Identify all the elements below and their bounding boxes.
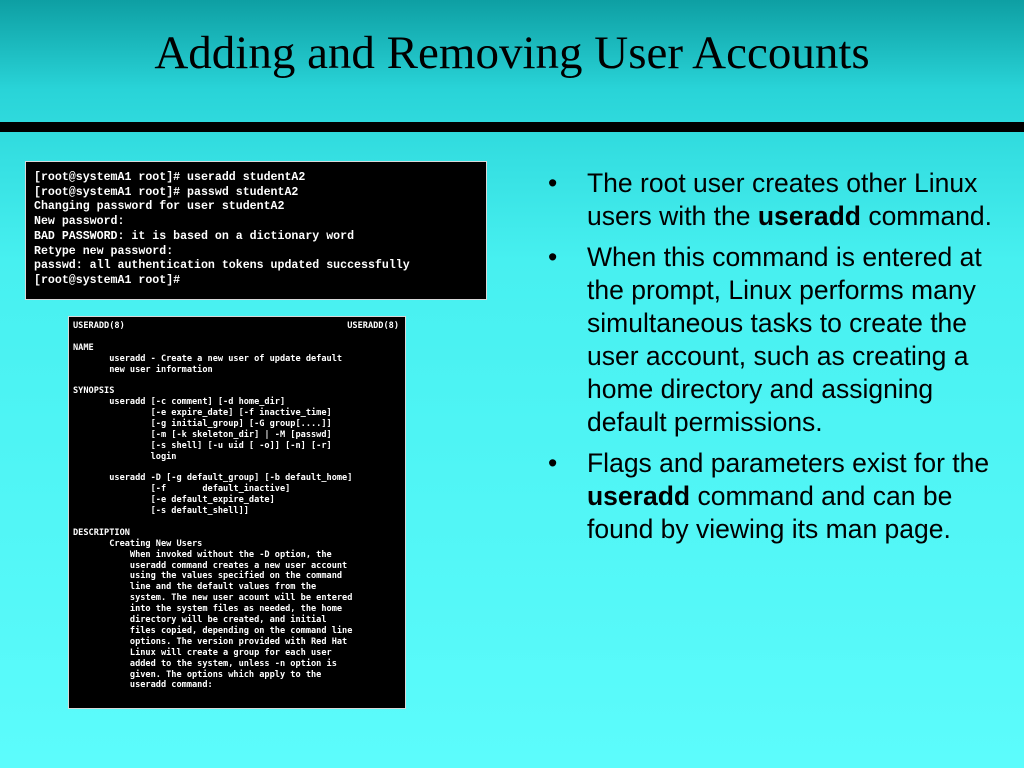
terminal-line: passwd: all authentication tokens updated successfully: [34, 259, 410, 273]
bullet-marker: •: [548, 242, 558, 272]
bullet-item: [548, 167, 998, 233]
man-page-line: [73, 332, 405, 343]
man-page-line: When invoked without the -D option, the: [73, 549, 332, 560]
bullet-text: command and can be found by viewing its man page.: [587, 481, 953, 544]
man-page-line: options. The version provided with Red Hat: [73, 636, 348, 647]
man-page-line: [-f default_inactive]: [73, 484, 291, 495]
man-header-right: USERADD(8): [347, 321, 399, 331]
man-page-line: login: [73, 451, 177, 462]
man-header-left: USERADD(8): [73, 321, 125, 331]
man-page-line: DESCRIPTION: [73, 527, 130, 538]
man-page-line: [-g initial_group] [-G group[....]]: [73, 419, 332, 430]
title-divider: [0, 122, 1024, 132]
man-page-header: [73, 321, 399, 332]
man-page-line: [-s shell] [-u uid [ -o]] [-n] [-r]: [73, 440, 332, 451]
man-page-line: directory will be created, and initial: [73, 615, 327, 626]
man-page-line: Linux will create a group for each user: [73, 647, 332, 658]
terminal-line: Retype new password:: [34, 244, 174, 258]
terminal-line: [root@systemA1 root]# passwd studentA2: [34, 185, 299, 199]
man-page-line: useradd [-c comment] [-d home_dir]: [73, 397, 286, 408]
man-page-line: useradd command creates a new user account: [73, 560, 348, 571]
man-page-line: using the values specified on the command: [73, 571, 343, 582]
man-page-line: [73, 375, 405, 386]
man-page-line: system. The new user acount will be entered: [73, 593, 353, 604]
terminal-line: New password:: [34, 215, 125, 229]
man-page-line: useradd command:: [73, 680, 213, 691]
bullet-item: [548, 447, 998, 546]
command-name: useradd: [587, 481, 691, 511]
man-page-line: [-e expire_date] [-f inactive_time]: [73, 408, 332, 419]
terminal-line: [root@systemA1 root]# useradd studentA2: [34, 171, 306, 184]
bullet-marker: •: [548, 448, 558, 478]
bullet-item: [548, 241, 998, 439]
man-page-line: [-e default_expire_date]: [73, 495, 275, 506]
terminal-line: Changing password for user studentA2: [34, 200, 285, 214]
man-page-line: new user information: [73, 364, 213, 375]
man-page-line: SYNOPSIS: [73, 386, 115, 397]
man-page-line: line and the default values from the: [73, 582, 317, 593]
terminal-line: BAD PASSWORD: it is based on a dictionary word: [34, 229, 355, 243]
bullet-text: command.: [860, 201, 993, 231]
slide-title: Adding and Removing User Accounts: [154, 27, 870, 79]
man-page-screenshot: [68, 316, 406, 709]
bullet-text: The root user creates other Linux users with the: [587, 168, 978, 231]
man-page-line: [-m [-k skeleton_dir] | -M [passwd]: [73, 429, 332, 440]
bullet-marker: •: [548, 168, 558, 198]
man-page-line: added to the system, unless -n option is: [73, 658, 337, 669]
man-page-line: useradd -D [-g default_group] [-b default_home]: [73, 473, 353, 484]
man-page-line: [73, 517, 405, 528]
man-page-line: useradd - Create a new user of update default: [73, 353, 343, 364]
man-page-line: Creating New Users: [73, 538, 203, 549]
man-page-line: files copied, depending on the command line: [73, 625, 353, 636]
bullet-text: Flags and parameters exist for the: [587, 448, 990, 478]
bullet-list: [548, 167, 998, 554]
man-page-line: [73, 463, 405, 474]
man-page-line: NAME: [73, 342, 94, 353]
man-page-line: into the system files as needed, the home: [73, 604, 343, 615]
command-name: useradd: [757, 201, 861, 231]
terminal-line: [root@systemA1 root]#: [34, 273, 181, 287]
terminal-screenshot: [25, 161, 487, 300]
bullet-text: When this command is entered at the prompt, Linux performs many simultaneous tasks to create the user account, such as creating a home directory and assigning default permissions.: [587, 242, 982, 437]
man-page-body: [73, 332, 405, 691]
man-page-line: given. The options which apply to the: [73, 669, 322, 680]
man-page-line: [-s default_shell]]: [73, 506, 249, 517]
